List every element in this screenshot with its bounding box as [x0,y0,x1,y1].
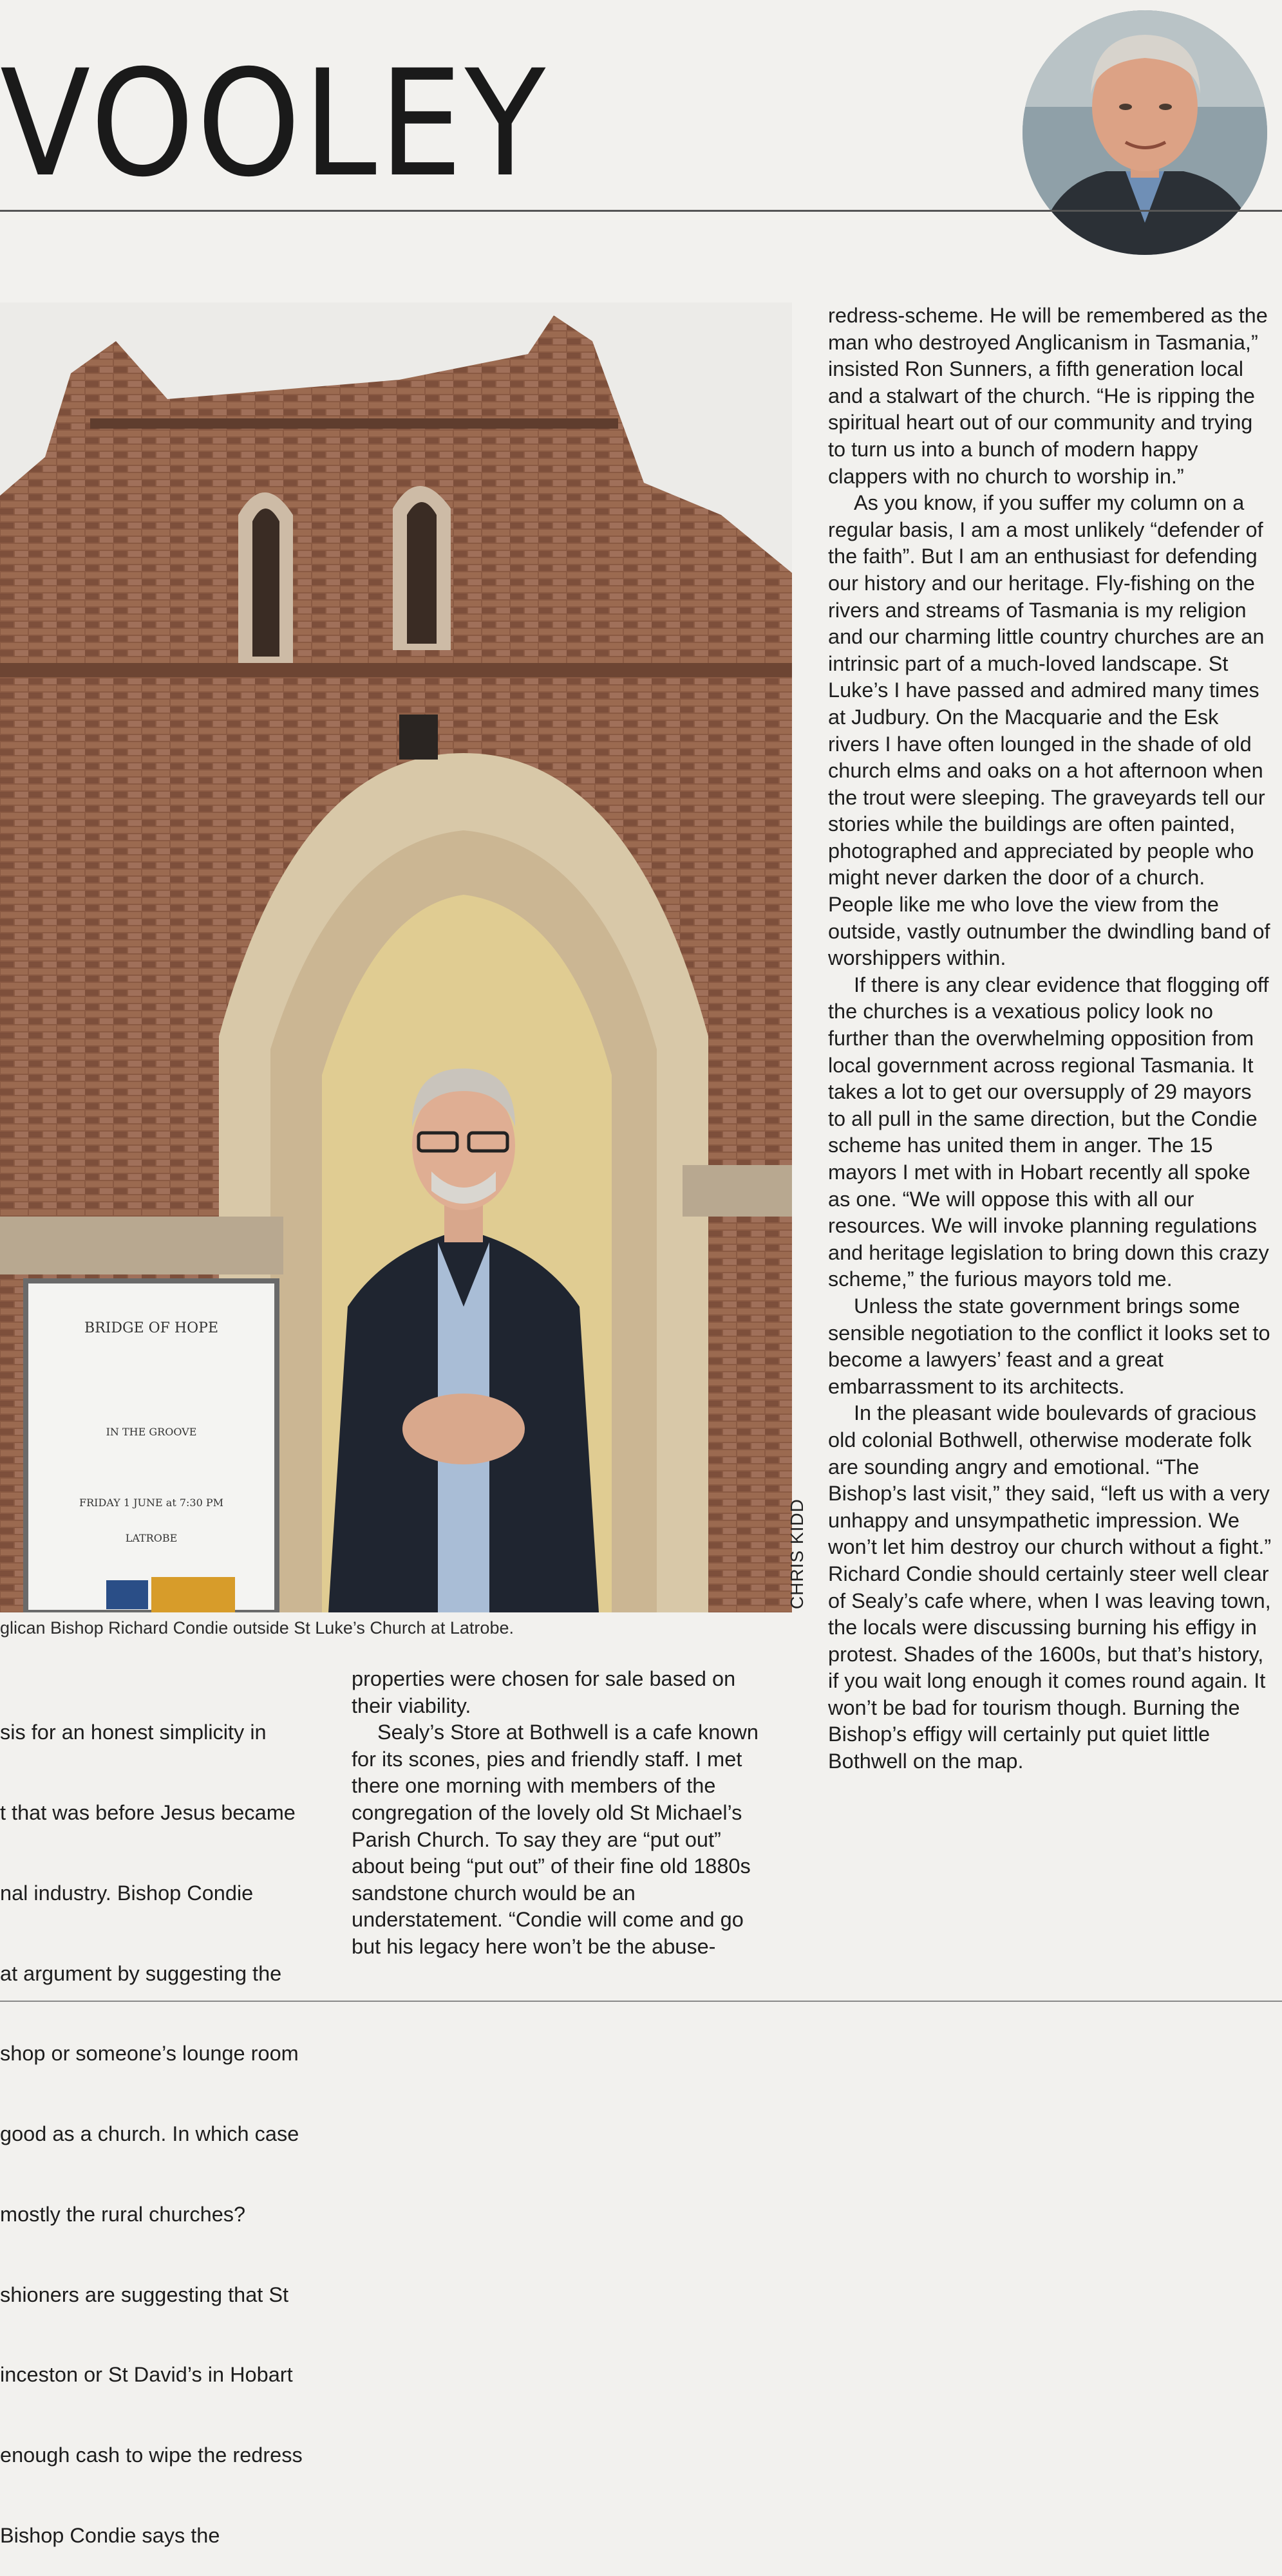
article-paragraph: Sealy’s Store at Bothwell is a cafe known for its scones, pies and friendly staff. I met there one morning with members of the congregation of the lovely old St Michael’s Parish Church. To say they are “put out” about being “put out” of their fine old 1880s sandstone church would be an understatement. “Condie will come and go but his legacy here won’t be the abuse- [352,1721,759,1958]
columnist-portrait-illustration [1023,10,1267,255]
left-column-line: nal industry. Bishop Condie [0,1881,254,1905]
left-column-line: enough cash to wipe the redress [0,2443,303,2467]
article-paragraph: redress-scheme. He will be remembered as the man who destroyed Anglicanism in Tasmania,” insisted Ron Sunners, a fifth generation local and a stalwart of the church. “He is ripping the spiritual heart out of our community and trying to turn us into a bunch of modern happy clappers with no church to worship in.” [828,304,1268,488]
footer-rule [0,2001,1282,2002]
article-paragraph: As you know, if you suffer my column on a regular basis, I am a most unlikely “defender of the faith”. But I am an enthusiast for defending our history and our heritage. Fly-fishing on the rivers and streams of Tasmania is my religion and our charming little country churches are an intrinsic part of a much-loved landscape. St Luke’s I have passed and admired many times at Judbury. On the Macquarie and the Esk rivers I have often lounged in the shade of old church elms and oaks on a hot afternoon when the trout were sleeping. The graveyards tell our stories while the buildings are often painted, photographed and appreciated by people who might never darken the door of a church. People like me who love the view from the outside, vastly outnumber the dwindling band of worshippers within. [828,491,1270,970]
article-column-middle [352,1666,777,1961]
left-column-line: shioners are suggesting that St [0,2282,289,2306]
sign-title: BRIDGE OF HOPE [84,1320,219,1336]
left-column-line: Bishop Condie says the [0,2524,220,2547]
article-column-right [828,303,1272,1775]
sign-date: FRIDAY 1 JUNE at 7:30 PM [79,1497,223,1509]
article-paragraph: If there is any clear evidence that flogging off the churches is a vexatious policy look no further than the overwhelming opposition from local government across regional Tasmania. It takes a lot to get our oversupply of 29 mayors to all pull in the same direction, but the Condie scheme has united them in anger. The 15 mayors I met with in Hobart recently all spoke as one. “We will oppose this with all our resources. We will invoke planning regulations and heritage legislation to bring down this crazy scheme,” the furious mayors told me. [828,973,1269,1291]
header-rule [0,210,1282,212]
church-photo-illustration [0,303,792,1612]
columnist-name-headline: VOOLEY [0,38,548,209]
left-column-line: sis for an honest simplicity in [0,1721,267,1744]
sign-location: LATROBE [125,1532,178,1544]
photo-caption: glican Bishop Richard Condie outside St Luke’s Church at Latrobe. [0,1618,514,1638]
article-paragraph: properties were chosen for sale based on their viability. [352,1667,736,1717]
left-column-line: t that was before Jesus became [0,1800,296,1824]
columnist-portrait [1023,10,1267,255]
photo-credit: CHRIS KIDD [787,1498,807,1609]
article-paragraph: In the pleasant wide boulevards of gracious old colonial Bothwell, otherwise moderate folk are sounding angry and emotional. “The Bishop’s last visit,” they said, “left us with a very unhappy and unsympathetic impression. We won’t let him destroy our church without a fight.” Richard Condie should certainly steer well clear of Sealy’s cafe where, when I was leaving town, the locals were discussing burning his effigy in protest. Shades of the 1600s, but that’s history, if you wait long enough it comes round again. It won’t be bad for tourism though. Burning the Bishop’s effigy will certainly put quiet little Bothwell on the map. [828,1401,1272,1773]
left-column-line: inceston or St David’s in Hobart [0,2363,293,2387]
left-column-line: good as a church. In which case [0,2122,299,2146]
left-column-line: at argument by suggesting the [0,1961,282,1985]
church-photo [0,303,792,1612]
sign-event: IN THE GROOVE [106,1426,197,1438]
left-column-line: shop or someone’s lounge room [0,2042,299,2066]
left-column-line: mostly the rural churches? [0,2202,246,2226]
article-column-left [0,1666,316,2576]
article-paragraph: Unless the state government brings some sensible negotiation to the conflict it looks set to become a lawyers’ feast and a great embarrassment to its architects. [828,1294,1270,1398]
